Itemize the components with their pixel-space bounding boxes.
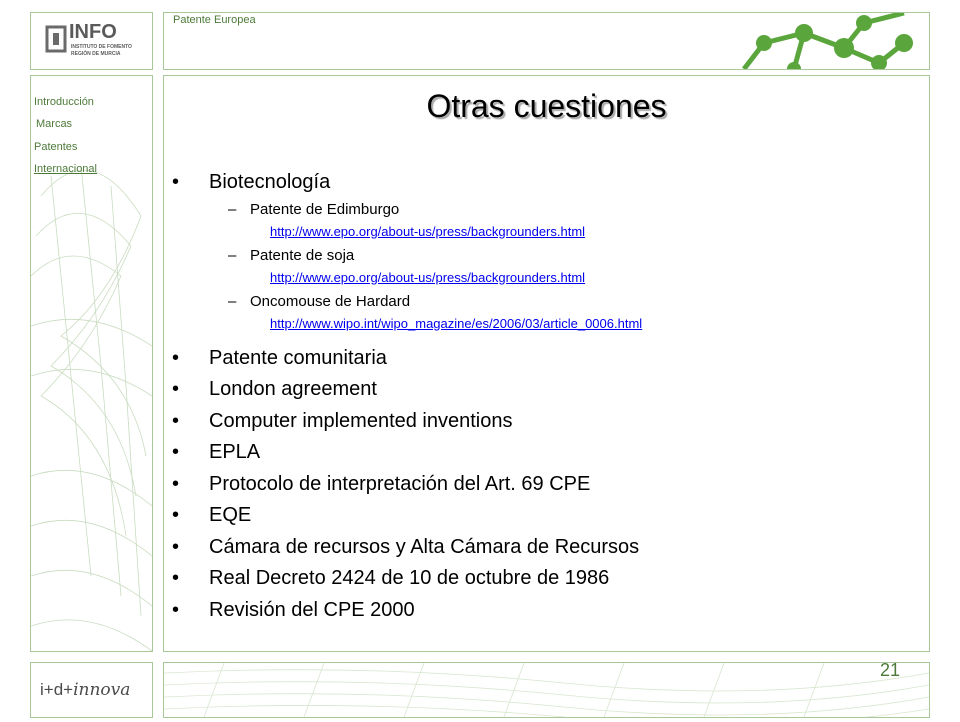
sub-link[interactable]: http://www.wipo.int/wipo_magazine/es/2006/03/article_0006.html [270, 315, 643, 331]
footer-frame [163, 662, 930, 718]
innova-logo: i+d+innova [40, 680, 131, 700]
bullet-item: • EPLA [172, 441, 261, 463]
sidebar-item-internacional[interactable]: Internacional [34, 163, 97, 175]
logo-brand: INFO [69, 21, 117, 43]
bullet-item: • Patente comunitaria [172, 346, 387, 369]
sidebar-item-introduccion[interactable]: Introducción [34, 96, 94, 108]
logo-line2: REGIÓN DE MURCIA [71, 51, 121, 57]
bullet-item: • London agreement [172, 378, 377, 400]
sub-item: – Patente de Edimburgo [228, 200, 400, 218]
bullet-item: • Protocolo de interpretación del Art. 69 CPE [172, 472, 591, 495]
bullet-item: • Biotecnología [172, 171, 331, 193]
section-label: Patente Europea [173, 14, 256, 26]
bullet-item: • Real Decreto 2424 de 10 de octubre de 1986 [172, 567, 610, 589]
bullet-list [172, 168, 912, 627]
header-frame [163, 12, 930, 70]
sub-item: – Oncomouse de Hardard [228, 292, 411, 310]
sub-item: – Patente de soja [228, 246, 355, 264]
bullet-item: • Computer implemented inventions [172, 409, 513, 432]
bullet-item: • Revisión del CPE 2000 [172, 598, 415, 621]
bullet-item: • EQE [172, 504, 252, 526]
logo-line1: INSTITUTO DE FOMENTO [71, 44, 132, 50]
slide-title: Otras cuestiones [426, 88, 667, 124]
footer-wireframe-decoration [164, 663, 929, 717]
page-number: 21 [880, 660, 901, 680]
sub-link[interactable]: http://www.epo.org/about-us/press/backgrounders.html [270, 269, 586, 285]
logo-frame [30, 12, 153, 70]
molecule-icon [164, 13, 929, 69]
sidebar-item-patentes[interactable]: Patentes [34, 141, 78, 153]
sidebar-item-marcas[interactable]: Marcas [36, 118, 73, 130]
sub-link[interactable]: http://www.epo.org/about-us/press/backgrounders.html [270, 223, 586, 239]
sidebar-frame [30, 75, 153, 652]
bullet-item: • Cámara de recursos y Alta Cámara de Recursos [172, 535, 640, 558]
